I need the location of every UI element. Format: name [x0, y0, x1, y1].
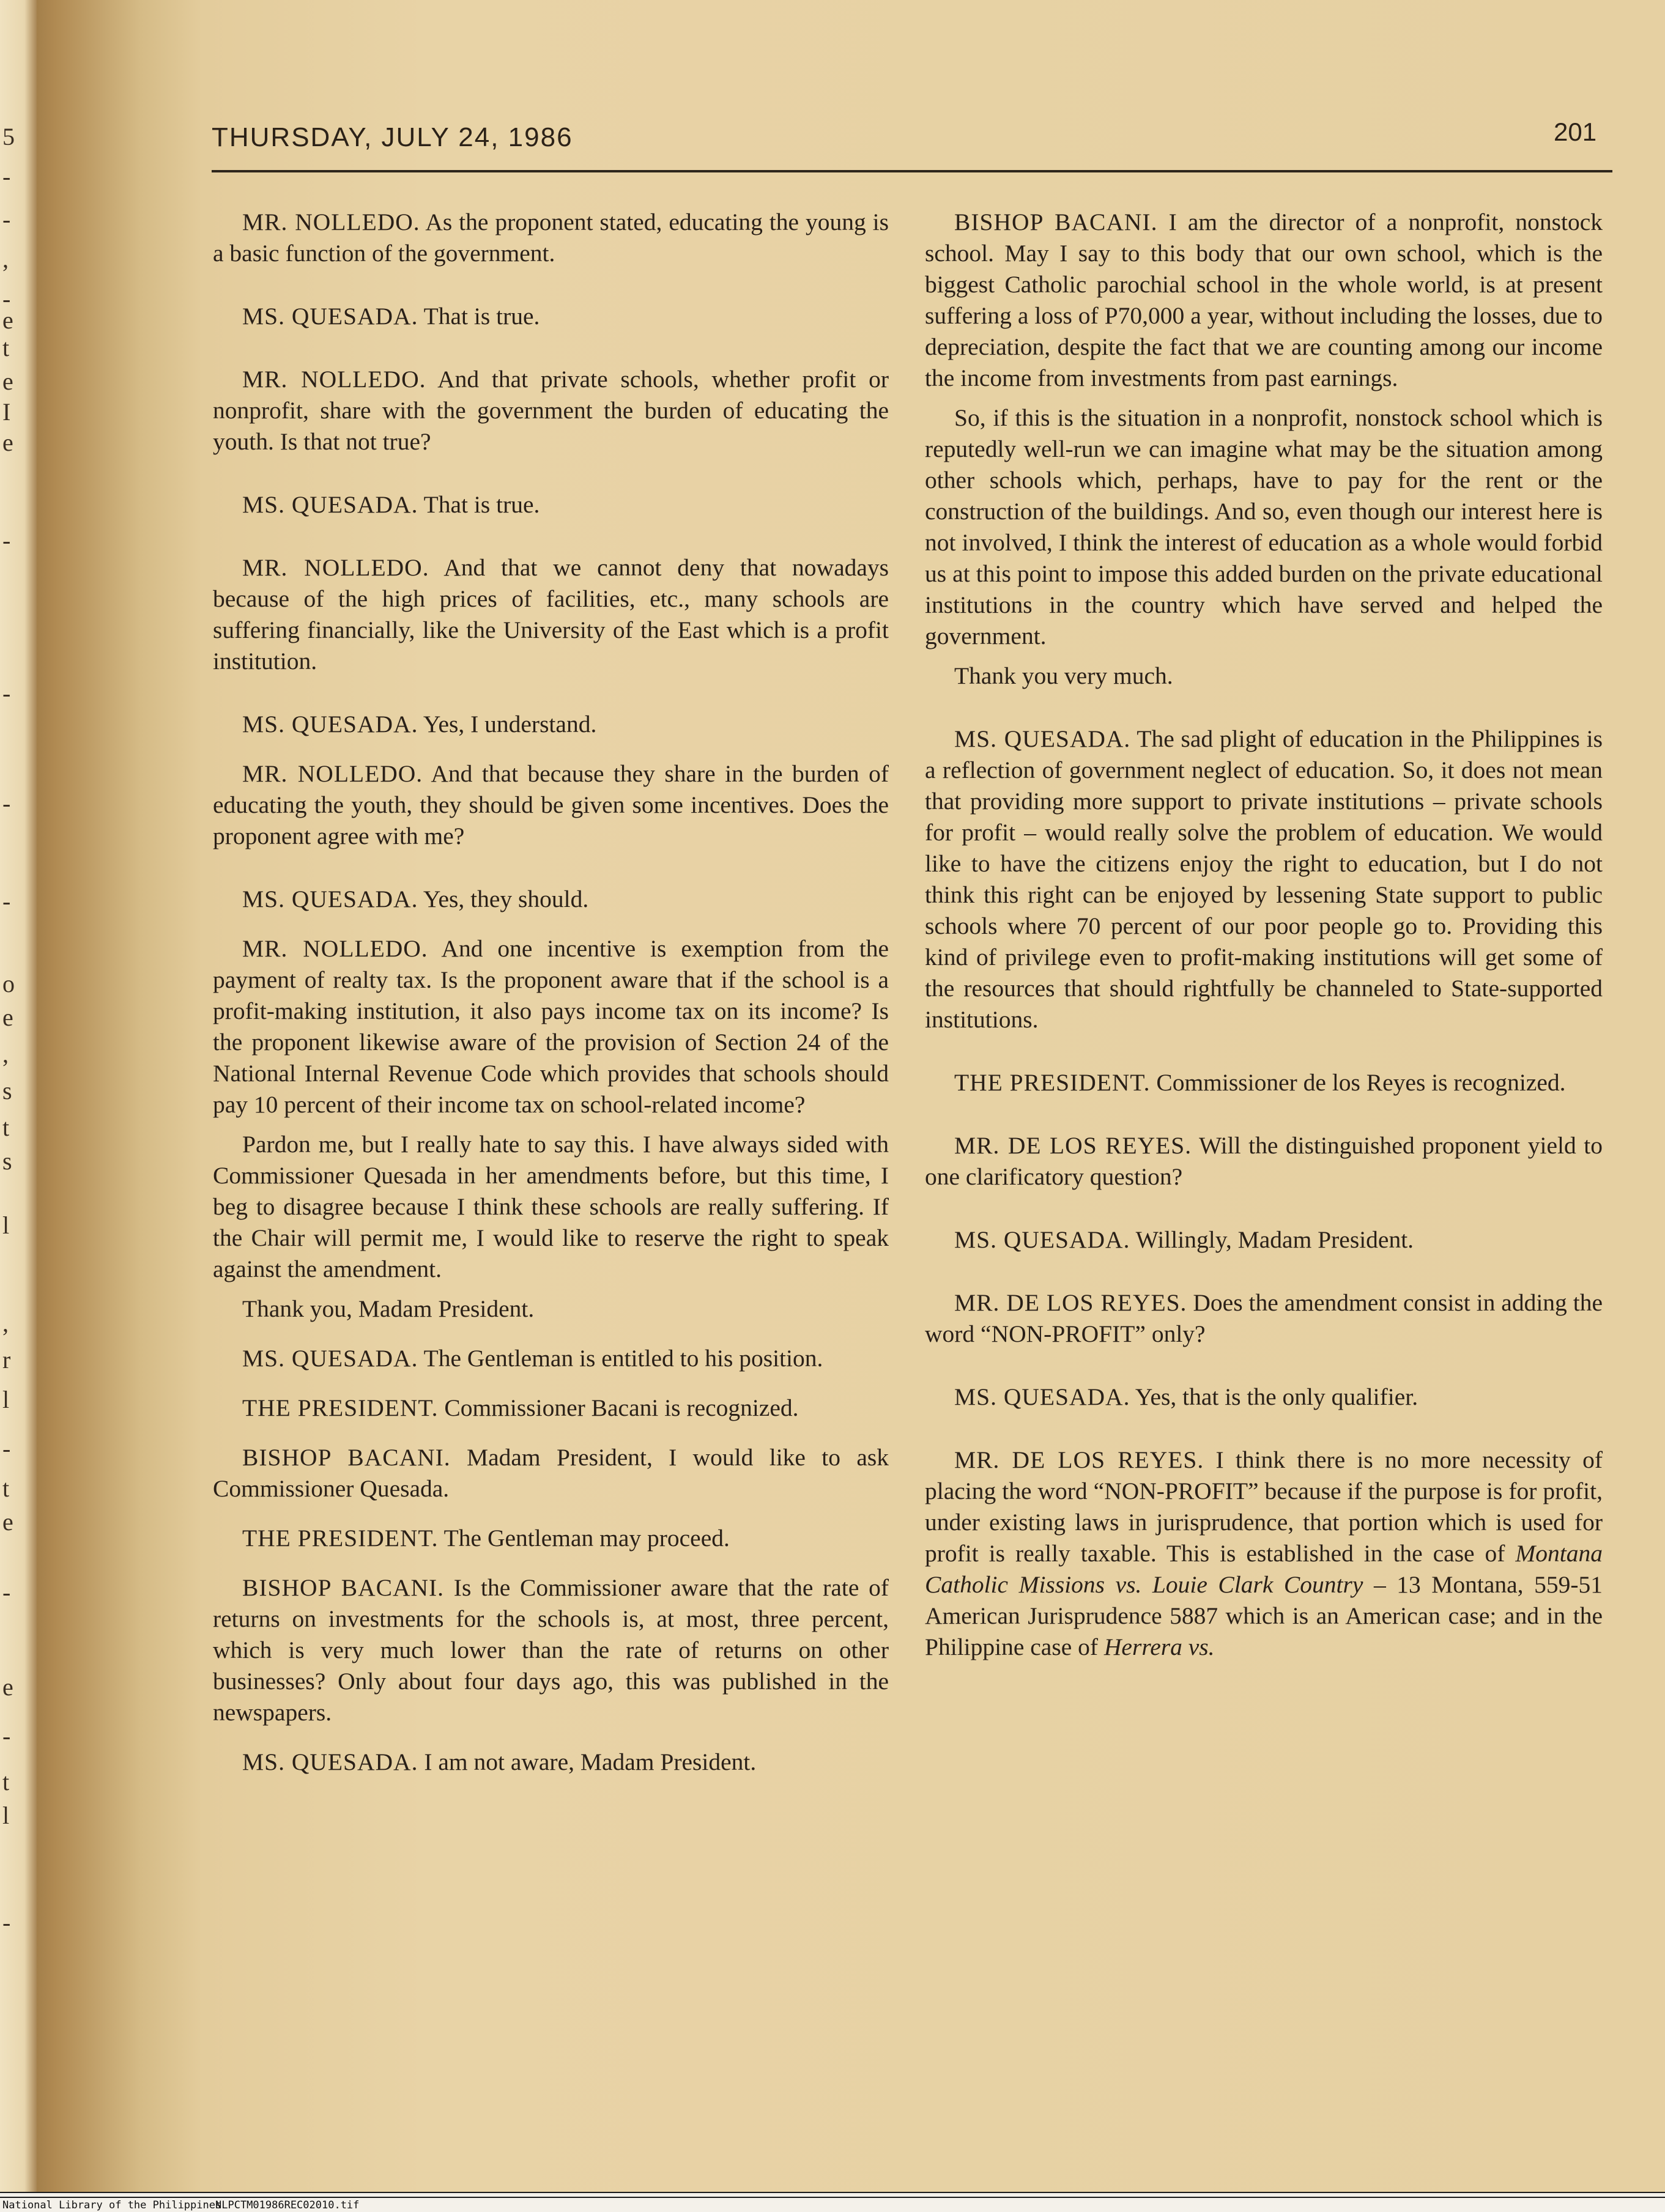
exchange-paragraph	[925, 1444, 1603, 1663]
edge-mark: -	[2, 1435, 11, 1462]
header-rule	[212, 170, 1612, 172]
speaker-name: MR. DE LOS REYES.	[954, 1132, 1192, 1159]
edge-mark: I	[2, 398, 11, 426]
continuation-paragraph	[925, 660, 1603, 692]
exchange-paragraph	[213, 1747, 889, 1778]
edge-mark: s	[2, 1077, 12, 1104]
continuation-paragraph	[925, 402, 1603, 652]
edge-mark: e	[2, 368, 13, 395]
exchange-paragraph	[213, 884, 889, 915]
edge-mark: ,	[2, 1040, 9, 1068]
speaker-name: THE PRESIDENT.	[954, 1069, 1151, 1096]
speaker-name: MR. DE LOS REYES.	[954, 1289, 1187, 1316]
speech-text: Commissioner de los Reyes is recognized.	[1156, 1069, 1566, 1096]
speech-text: So, if this is the situation in a nonprofit, nonstock school which is reputedly well-run we can imagine what may be the situation among other schools which, perhaps, have to pay for the rent or the construction of the buildings. And so, even though our interest here is not involved, I think the interest of education as a whole would forbid us at this point to impose this added burden on the private educational institutions in the country which have served and helped the government.	[925, 404, 1603, 649]
edge-mark: -	[2, 285, 11, 313]
edge-mark: o	[2, 970, 15, 997]
speaker-name: MS. QUESADA.	[242, 886, 418, 912]
footer-filename: NLPCTM01986REC02010.tif	[215, 2199, 360, 2211]
speaker-name: MR. NOLLEDO.	[242, 366, 426, 393]
speaker-name: MS. QUESADA.	[242, 1345, 418, 1372]
edge-mark: ,	[2, 1309, 9, 1337]
edge-mark: s	[2, 1147, 12, 1175]
continuation-paragraph	[213, 1129, 889, 1285]
continuation-paragraph	[213, 1293, 889, 1325]
right-column	[925, 207, 1603, 1695]
edge-mark: -	[2, 527, 11, 554]
exchange-paragraph	[213, 364, 889, 457]
edge-mark: -	[2, 163, 11, 190]
edge-mark: l	[2, 1211, 10, 1239]
speaker-name: MR. NOLLEDO.	[242, 935, 428, 962]
edge-mark: e	[2, 306, 13, 334]
speaker-name: MS. QUESADA.	[954, 1226, 1130, 1253]
footer-source: National Library of the Philippines	[2, 2199, 222, 2211]
exchange-paragraph	[213, 1523, 889, 1554]
exchange-paragraph	[925, 1382, 1603, 1413]
speaker-name: BISHOP BACANI.	[242, 1444, 451, 1471]
edge-mark: t	[2, 1768, 10, 1796]
speech-text: I am not aware, Madam President.	[424, 1748, 757, 1775]
exchange-paragraph	[213, 1393, 889, 1424]
speech-text: The sad plight of education in the Philippines is a reflection of government neglect of education. So, it does not mean that providing more support to private institutions – private schools for profit – would really solve the problem of education. We would like to have the citizens enjoy the right to education, but I do not think this right can be enjoyed by lessening State support to public schools where 70 percent of our poor people go to. Providing this kind of privilege even to profit-making institutions will get some of the resources that should rightfully be channeled to State-supported institutions.	[925, 725, 1603, 1033]
edge-mark: -	[2, 1722, 11, 1750]
speaker-name: MR. NOLLEDO.	[242, 554, 429, 581]
speech-text: I am the director of a nonprofit, nonstock school. May I say to this body that our own school, which is the biggest Catholic parochial school in the whole world, is at present suffering a loss of P70,000 a year, without including the losses, due to depreciation, despite the fact that we are counting among our income the income from investments from past earnings.	[925, 209, 1603, 391]
exchange-paragraph	[213, 1442, 889, 1504]
speaker-name: MS. QUESADA.	[954, 1383, 1130, 1410]
speech-text: And one incentive is exemption from the payment of realty tax. Is the proponent aware that if the school is a profit-making institution, it also pays income tax on its income? Is the proponent likewise aware of the provision of Section 24 of the National Internal Revenue Code which provides that schools should pay 10 percent of their income tax on school-related income?	[213, 935, 889, 1118]
exchange-paragraph	[213, 709, 889, 740]
speech-text: Does the amendment consist in adding the word “NON-PROFIT” only?	[925, 1289, 1603, 1347]
speech-text: Thank you very much.	[954, 662, 1173, 689]
speaker-name: THE PRESIDENT.	[242, 1394, 439, 1421]
case-citation: Herrera vs.	[1103, 1633, 1215, 1660]
edge-mark: l	[2, 1386, 10, 1413]
exchange-paragraph	[925, 723, 1603, 1035]
speaker-name: MS. QUESADA.	[242, 491, 418, 518]
edge-mark: t	[2, 1474, 10, 1502]
speech-text: That is true.	[423, 303, 540, 330]
edge-mark: r	[2, 1346, 11, 1374]
edge-mark: 5	[2, 123, 15, 150]
speaker-name: BISHOP BACANI.	[242, 1574, 445, 1601]
speech-text: Is the Commissioner aware that the rate of returns on investments for the schools is, at most, three percent, which is very much lower than the rate of returns on other businesses? Only about four days ago, this was published in the newspapers.	[213, 1574, 889, 1726]
speech-text: The Gentleman may proceed.	[443, 1525, 730, 1552]
speaker-name: MR. NOLLEDO.	[242, 209, 420, 235]
case-citation: Montana Catholic Missions vs. Louie Clark Country	[925, 1540, 1603, 1598]
speaker-name: MS. QUESADA.	[954, 725, 1131, 752]
speech-text: Will the distinguished proponent yield to one clarificatory question?	[925, 1132, 1603, 1190]
footer-rule	[0, 2197, 1665, 2198]
edge-mark: ,	[2, 245, 9, 273]
speech-text: Yes, I understand.	[423, 711, 597, 738]
edge-mark: l	[2, 1802, 10, 1829]
exchange-paragraph	[213, 933, 889, 1120]
header-date: THURSDAY, JULY 24, 1986	[212, 122, 573, 152]
exchange-paragraph	[213, 301, 889, 332]
exchange-paragraph	[213, 1572, 889, 1728]
speech-text: Pardon me, but I really hate to say this. I have always sided with Commissioner Quesada in her amendments before, but this time, I beg to disagree because I think these schools are really suffering. If the Chair will permit me, I would like to reserve the right to speak against the amendment.	[213, 1131, 889, 1282]
speech-text: Yes, that is the only qualifier.	[1135, 1383, 1418, 1410]
edge-mark: -	[2, 1578, 11, 1606]
left-column	[213, 207, 889, 1810]
speaker-name: BISHOP BACANI.	[954, 209, 1158, 235]
speech-text: Madam President, I would like to ask Commissioner Quesada.	[213, 1444, 889, 1502]
speaker-name: MS. QUESADA.	[242, 1748, 418, 1775]
speech-text: And that because they share in the burden of educating the youth, they should be given some incentives. Does the proponent agree with me?	[213, 760, 889, 849]
edge-mark: t	[2, 334, 10, 361]
edge-mark: -	[2, 790, 11, 817]
speaker-name: MR. NOLLEDO.	[242, 760, 423, 787]
speech-text: And that private schools, whether profit or nonprofit, share with the government the burden of educating the youth. Is that not true?	[213, 366, 889, 455]
edge-mark: e	[2, 1508, 13, 1536]
edge-mark: e	[2, 1004, 13, 1031]
speech-text: Willingly, Madam President.	[1135, 1226, 1414, 1253]
exchange-paragraph	[213, 489, 889, 520]
speech-text: Commissioner Bacani is recognized.	[444, 1394, 799, 1421]
edge-mark: t	[2, 1114, 10, 1141]
speech-text: And that we cannot deny that nowadays because of the high prices of facilities, etc., many schools are suffering financially, like the University of the East which is a profit institution.	[213, 554, 889, 675]
edge-mark: e	[2, 429, 13, 456]
exchange-paragraph	[213, 207, 889, 269]
edge-mark: -	[2, 887, 11, 915]
exchange-paragraph	[925, 1224, 1603, 1256]
exchange-paragraph	[213, 552, 889, 677]
speech-text: As the proponent stated, educating the young is a basic function of the government.	[213, 209, 889, 267]
exchange-paragraph	[213, 1343, 889, 1374]
speech-text: Thank you, Madam President.	[242, 1295, 535, 1322]
speech-text: That is true.	[423, 491, 540, 518]
speaker-name: MS. QUESADA.	[242, 303, 418, 330]
edge-mark: -	[2, 679, 11, 707]
speech-text: – 13 Montana, 559-51 American Jurisprudence 5887 which is an American case; and in the Philippine case of	[925, 1571, 1603, 1660]
exchange-paragraph	[925, 1287, 1603, 1350]
page-number: 201	[1554, 117, 1597, 146]
speaker-name: MS. QUESADA.	[242, 711, 418, 738]
exchange-paragraph	[213, 758, 889, 852]
speech-text: Yes, they should.	[423, 886, 589, 912]
speech-text: The Gentleman is entitled to his position.	[423, 1345, 823, 1372]
edge-mark: -	[2, 205, 11, 233]
speaker-name: MR. DE LOS REYES.	[954, 1446, 1204, 1473]
speech-text: I think there is no more necessity of placing the word “NON-PROFIT” because if the purpose is for profit, under existing laws in jurisprudence, that portion which is used for profit is really taxable. This is established in the case of	[925, 1446, 1603, 1567]
speaker-name: THE PRESIDENT.	[242, 1525, 439, 1552]
previous-page-edge	[0, 0, 37, 2211]
edge-mark: e	[2, 1673, 13, 1701]
exchange-paragraph	[925, 207, 1603, 394]
exchange-paragraph	[925, 1130, 1603, 1193]
exchange-paragraph	[925, 1067, 1603, 1098]
edge-mark: -	[2, 1909, 11, 1936]
